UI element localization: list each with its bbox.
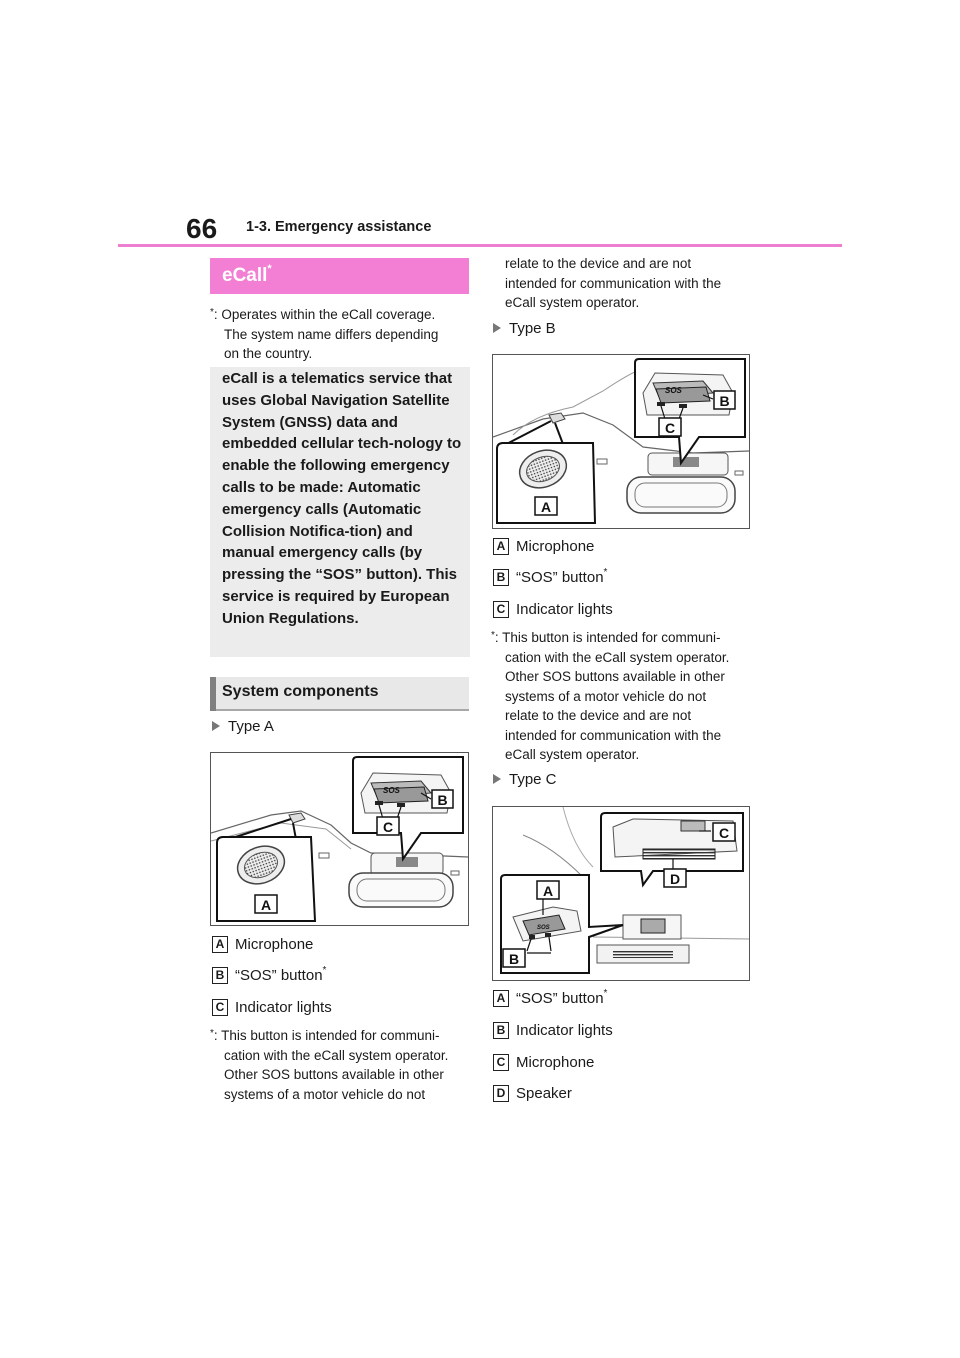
sos-label: SOS [383, 786, 400, 795]
coverage-footnote: *: Operates within the eCall coverage. The system name differs depending on the country. [210, 307, 439, 361]
running-head: 1-3. Emergency assistance [246, 219, 432, 235]
type-a-illustration [211, 753, 468, 925]
section-title-bar [210, 258, 469, 294]
sos-label: SOS [537, 925, 550, 931]
type-b-legend-b: B “SOS” button* [493, 569, 607, 586]
type-c-legend-c: C Microphone [493, 1054, 594, 1071]
type-b-figure [492, 354, 750, 529]
callout-b: B [437, 792, 448, 808]
callout-c: C [382, 819, 394, 835]
type-c-legend-b: B Indicator lights [493, 1022, 613, 1039]
section-title: eCall* [222, 263, 272, 286]
callout-a: A [542, 883, 554, 899]
type-b-legend-a: A Microphone [493, 538, 594, 555]
type-b-heading: Type B [493, 320, 556, 337]
type-a-legend-a: A Microphone [212, 936, 313, 953]
triangle-bullet-icon [493, 323, 501, 333]
type-a-note: *: This button is intended for communi- cation with the eCall system operator. Other SOS buttons available in other systems of a motor vehicle do not [210, 1028, 449, 1102]
continued-note: relate to the device and are not intended for communication with the eCall system operator. [505, 256, 722, 310]
system-components-heading: System components [210, 677, 469, 711]
callout-c: C [718, 825, 730, 841]
intro-box [210, 367, 470, 657]
type-c-legend-a: A “SOS” button* [493, 990, 607, 1007]
type-b-note: *: This button is intended for communi- cation with the eCall system operator. Other SOS buttons available in other systems of a motor vehicle do not relate to the device and are not intended for communication with the eCall system operator. [491, 630, 730, 762]
callout-b: B [508, 951, 520, 967]
triangle-bullet-icon [493, 774, 501, 784]
callout-d: D [669, 871, 681, 887]
sos-label: SOS [665, 386, 682, 395]
type-a-legend-b: B “SOS” button* [212, 967, 326, 984]
callout-a: A [540, 499, 552, 515]
triangle-bullet-icon [212, 721, 220, 731]
intro-text: eCall is a telematics service that uses Global Navigation Satellite System (GNSS) data and embedded cellular tech-nology to enable the following emergency calls to be made: Automatic emergency calls (Automatic Collision Notifica-tion) and manual emergency calls (by pressing the “SOS” button). This service is required by European Union Regulations. [222, 370, 462, 627]
callout-a: A [260, 897, 272, 913]
type-c-heading: Type C [493, 771, 557, 788]
type-c-figure [492, 806, 750, 981]
type-a-legend-c: C Indicator lights [212, 999, 332, 1016]
callout-c: C [664, 420, 676, 436]
header-rule [118, 244, 842, 247]
callout-b: B [719, 393, 730, 409]
type-a-heading: Type A [212, 718, 274, 735]
type-a-figure [210, 752, 469, 926]
type-c-illustration [493, 807, 749, 980]
type-c-legend-d: D Speaker [493, 1085, 572, 1102]
type-b-legend-c: C Indicator lights [493, 601, 613, 618]
page-number: 66 [186, 213, 218, 244]
type-b-illustration [493, 355, 749, 528]
